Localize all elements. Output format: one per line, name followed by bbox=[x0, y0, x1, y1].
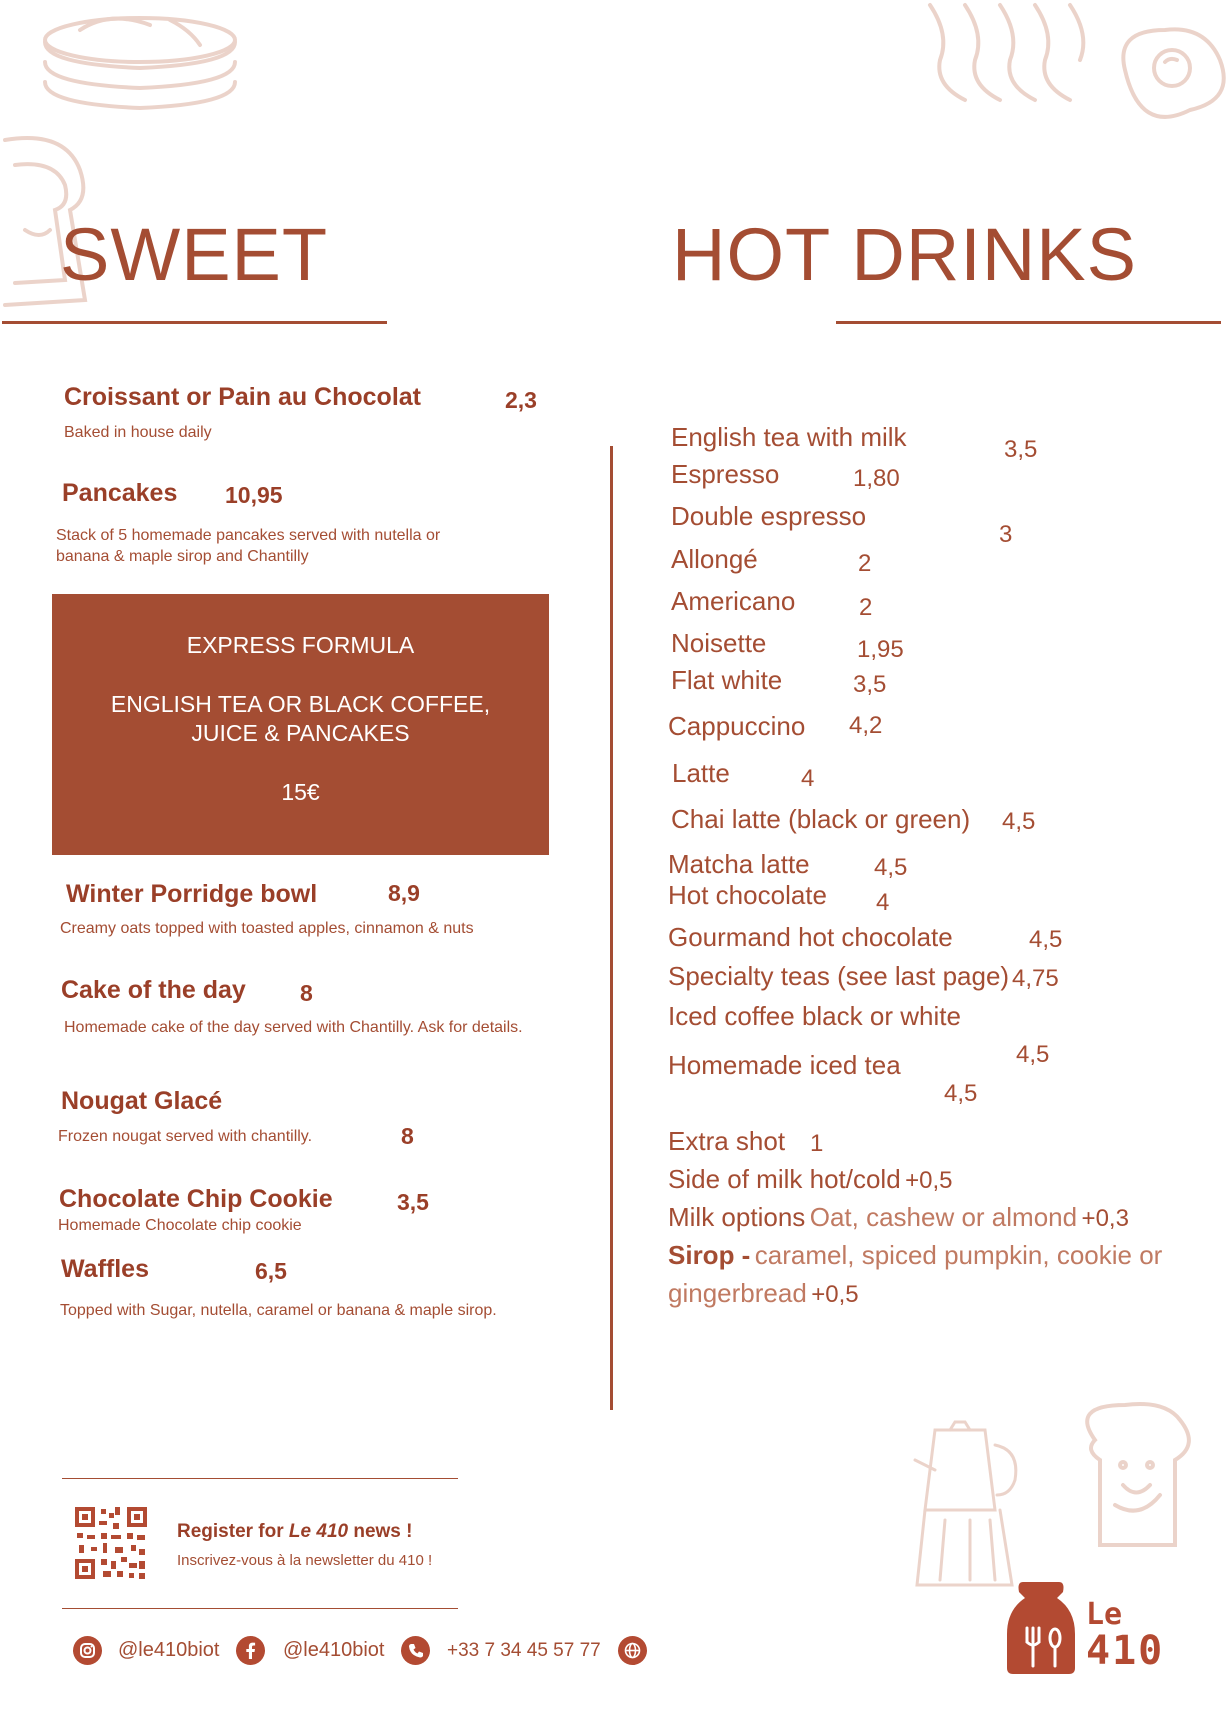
menu-item-price: 8 bbox=[401, 1123, 414, 1149]
drink-price: 4,5 bbox=[944, 1080, 978, 1107]
drink-name: Gourmand hot chocolate bbox=[668, 922, 953, 952]
phone-icon[interactable] bbox=[401, 1636, 430, 1665]
drink-price: 2 bbox=[859, 594, 873, 621]
phone-number[interactable]: +33 7 34 45 57 77 bbox=[447, 1640, 601, 1661]
menu-item-name: Cake of the day bbox=[61, 976, 246, 1004]
drink-price: 4 bbox=[801, 765, 815, 792]
sirop-detail-2: gingerbread bbox=[668, 1278, 807, 1308]
newsletter-bottom-rule bbox=[62, 1608, 458, 1609]
milk-options-detail: Oat, cashew or almond bbox=[809, 1202, 1078, 1232]
menu-item-desc: Homemade Chocolate chip cookie bbox=[58, 1217, 302, 1234]
drink-name: Americano bbox=[671, 586, 796, 616]
menu-item-desc: Homemade cake of the day served with Chantilly. Ask for details. bbox=[64, 1019, 523, 1036]
side-milk-row bbox=[668, 1164, 953, 1195]
menu-item-price: 8,9 bbox=[388, 880, 420, 906]
moka-pot-icon bbox=[895, 1420, 1030, 1590]
newsletter-top-rule bbox=[62, 1478, 458, 1479]
drink-name: Iced coffee black or white bbox=[668, 1001, 961, 1031]
sirop-label: Sirop - bbox=[668, 1240, 751, 1270]
menu-item-name: Nougat Glacé bbox=[61, 1087, 223, 1115]
side-milk-label: Side of milk hot/cold bbox=[668, 1164, 901, 1194]
newsletter-title bbox=[177, 1521, 412, 1543]
logo-text-410: 410 bbox=[1086, 1628, 1165, 1674]
drink-price: 3,5 bbox=[853, 671, 887, 698]
drink-name: Double espresso bbox=[671, 501, 867, 531]
newsletter-title-brand: Le 410 bbox=[288, 1521, 349, 1542]
formula-line-2: JUICE & PANCAKES bbox=[191, 720, 410, 746]
drink-name: Homemade iced tea bbox=[668, 1050, 901, 1080]
extra-shot-price: 1 bbox=[810, 1130, 824, 1157]
drink-name: Cappuccino bbox=[668, 711, 806, 741]
milk-options-label: Milk options bbox=[668, 1202, 806, 1232]
logo-text-le: Le bbox=[1086, 1597, 1123, 1632]
newsletter-subtitle: Inscrivez-vous à la newsletter du 410 ! bbox=[177, 1552, 433, 1569]
menu-item-price: 3,5 bbox=[397, 1189, 429, 1215]
drink-name: Espresso bbox=[671, 459, 780, 489]
drink-price: 4,75 bbox=[1012, 965, 1059, 992]
sirop-row-2 bbox=[668, 1278, 859, 1309]
hot-drinks-heading-rule bbox=[836, 321, 1221, 324]
drink-price: 4 bbox=[876, 889, 890, 916]
sweet-heading-rule bbox=[2, 321, 387, 324]
drink-price: 4,2 bbox=[849, 712, 883, 739]
side-milk-price: +0,5 bbox=[905, 1167, 953, 1194]
drink-name: Noisette bbox=[671, 628, 767, 658]
drink-price: 4,5 bbox=[1002, 808, 1036, 835]
toast-face-icon bbox=[1075, 1400, 1200, 1550]
menu-item-desc: Baked in house daily bbox=[64, 424, 212, 441]
drink-name: Flat white bbox=[671, 665, 783, 695]
pancake-stack-icon bbox=[20, 0, 250, 150]
instagram-handle[interactable]: @le410biot bbox=[118, 1639, 220, 1661]
newsletter-title-suffix: news ! bbox=[348, 1521, 413, 1542]
drink-price: 2 bbox=[858, 550, 872, 577]
menu-item-name: Pancakes bbox=[62, 479, 178, 507]
menu-item-name: Croissant or Pain au Chocolat bbox=[64, 383, 422, 411]
menu-item-price: 10,95 bbox=[225, 482, 283, 508]
le410-logo-icon bbox=[1005, 1578, 1077, 1674]
drink-name: Chai latte (black or green) bbox=[671, 804, 971, 834]
drink-price: 1,95 bbox=[857, 636, 904, 663]
drink-price: 1,80 bbox=[853, 465, 900, 492]
drink-price: 3,5 bbox=[1004, 436, 1038, 463]
sweet-heading: SWEET bbox=[60, 213, 329, 296]
menu-item-name: Winter Porridge bowl bbox=[66, 880, 318, 908]
drink-price: 4,5 bbox=[1016, 1041, 1050, 1068]
qr-code-icon[interactable] bbox=[75, 1507, 147, 1579]
drink-name: Specialty teas (see last page) bbox=[668, 961, 1010, 991]
drink-name: English tea with milk bbox=[671, 422, 907, 452]
globe-icon[interactable] bbox=[618, 1636, 647, 1665]
column-divider bbox=[610, 446, 613, 1410]
menu-item-desc: Stack of 5 homemade pancakes served with nutella or banana & maple sirop and Chantilly bbox=[56, 527, 441, 565]
menu-item-price: 8 bbox=[300, 980, 313, 1006]
express-formula-box bbox=[52, 594, 549, 855]
drink-price: 3 bbox=[999, 521, 1013, 548]
drink-name: Hot chocolate bbox=[668, 880, 827, 910]
menu-item-desc: Frozen nougat served with chantilly. bbox=[58, 1128, 313, 1145]
milk-options-price: +0,3 bbox=[1081, 1205, 1129, 1232]
drink-name: Latte bbox=[672, 758, 730, 788]
drink-price: 4,5 bbox=[1029, 926, 1063, 953]
menu-item-name: Waffles bbox=[61, 1255, 149, 1283]
fried-egg-icon bbox=[1110, 20, 1232, 130]
drink-name: Matcha latte bbox=[668, 849, 810, 879]
facebook-icon[interactable] bbox=[236, 1636, 265, 1665]
drink-price: 4,5 bbox=[874, 854, 908, 881]
menu-item-price: 6,5 bbox=[255, 1258, 287, 1284]
newsletter-title-prefix: Register for bbox=[177, 1521, 289, 1542]
sirop-price: +0,5 bbox=[811, 1281, 859, 1308]
drink-name: Allongé bbox=[671, 544, 758, 574]
bacon-icon bbox=[920, 0, 1095, 110]
milk-options-row bbox=[668, 1202, 1129, 1233]
menu-item-desc: Topped with Sugar, nutella, caramel or banana & maple sirop. bbox=[60, 1302, 497, 1319]
instagram-icon[interactable] bbox=[73, 1636, 102, 1665]
sirop-detail-1: caramel, spiced pumpkin, cookie or bbox=[754, 1240, 1163, 1270]
menu-item-price: 2,3 bbox=[505, 387, 537, 413]
formula-line-1: ENGLISH TEA OR BLACK COFFEE, bbox=[110, 691, 491, 717]
hot-drinks-heading: HOT DRINKS bbox=[672, 213, 1138, 296]
extra-shot-label: Extra shot bbox=[668, 1126, 786, 1156]
facebook-handle[interactable]: @le410biot bbox=[283, 1639, 385, 1661]
sirop-row bbox=[668, 1240, 1162, 1271]
menu-item-desc: Creamy oats topped with toasted apples, cinnamon & nuts bbox=[60, 920, 474, 937]
menu-item-name: Chocolate Chip Cookie bbox=[59, 1185, 333, 1213]
formula-price: 15€ bbox=[281, 779, 320, 805]
formula-title: EXPRESS FORMULA bbox=[186, 632, 415, 658]
